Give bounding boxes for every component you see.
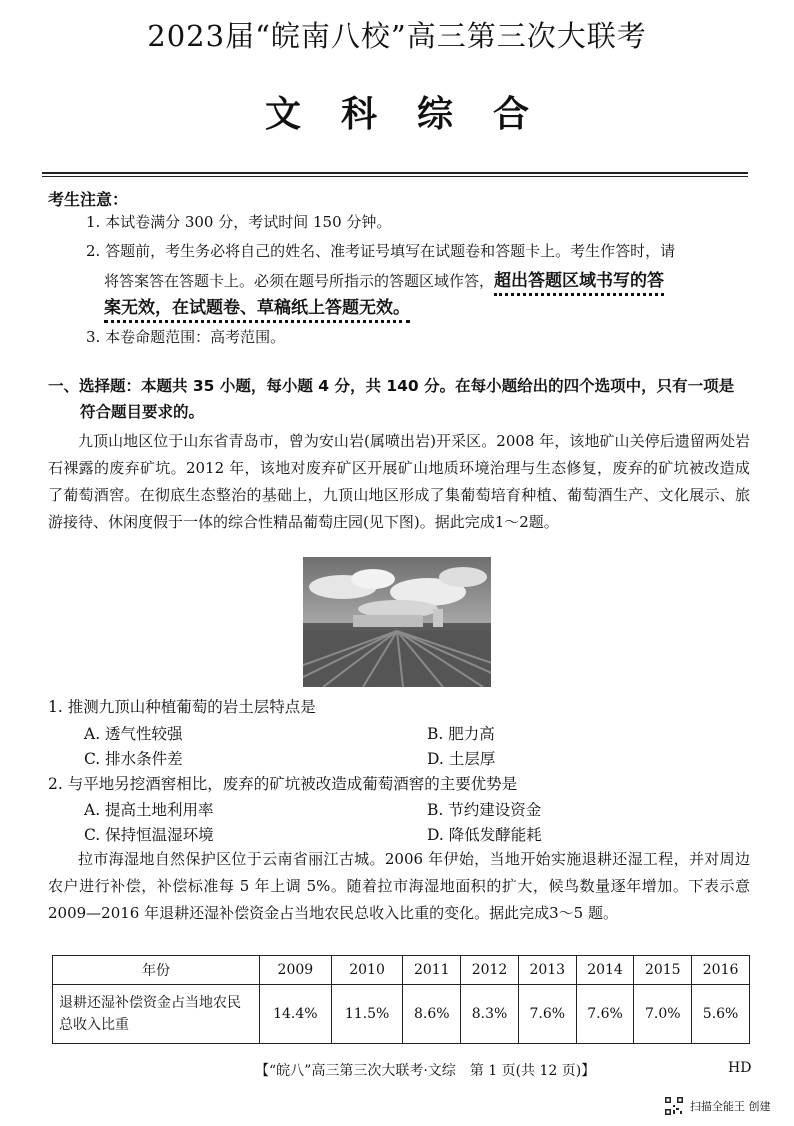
paper-code: HD — [728, 1060, 752, 1076]
scanner-watermark: 扫描全能王 创建 — [690, 1100, 771, 1113]
table-cell: 7.6% — [518, 985, 576, 1044]
table-row-label: 退耕还湿补偿资金占当地农民总收入比重 — [53, 985, 260, 1044]
table-year: 2016 — [692, 956, 750, 985]
section-heading: 一、选择题：本题共 35 小题，每小题 4 分，共 140 分。在每小题给出的四个选项中，只有一项是 — [48, 377, 735, 395]
table-header-row — [53, 956, 750, 985]
table-year: 2011 — [403, 956, 461, 985]
notice-emphasis: 超出答题区域书写的答 — [494, 271, 664, 296]
notice-item-2-cont — [104, 268, 664, 294]
table-cell: 7.6% — [576, 985, 634, 1044]
table-row — [53, 985, 750, 1044]
passage-2: 拉市海湿地自然保护区位于云南省丽江古城。2006 年伊始，当地开始实施退耕还湿工程，并对周边农户进行补偿，补偿标准每 5 年上调 5%。随着拉市海湿地面积的扩大，候鸟数量逐年增加。下表示意 2009—2016 年退耕还湿补偿资金占当地农民总收入比重的变化。据此完成3～5 题。 — [48, 850, 750, 922]
q1-option-b: B. 肥力高 — [427, 725, 495, 743]
vineyard-photo — [303, 557, 491, 687]
table-cell: 14.4% — [260, 985, 332, 1044]
passage-1: 九顶山地区位于山东省青岛市，曾为安山岩(属喷出岩)开采区。2008 年，该地矿山关停后遗留两处岩石裸露的废弃矿坑。2012 年，该地对废弃矿区开展矿山地质环境治理与生态修复，废弃的矿坑被改造成了葡萄酒窖。在彻底生态整治的基础上，九顶山地区形成了集葡萄培育种植、葡萄酒生产、文化展示、旅游接待、休闲度假于一体的综合性精品葡萄庄园(见下图)。据此完成1～2题。 — [48, 432, 750, 531]
q2-option-b: B. 节约建设资金 — [427, 801, 542, 819]
table-header-label: 年份 — [53, 956, 260, 985]
notice-item-1: 1. 本试卷满分 300 分，考试时间 150 分钟。 — [86, 213, 392, 231]
qr-code-icon — [664, 1096, 684, 1116]
notice-emphasis-2: 案无效，在试题卷、草稿纸上答题无效。 — [104, 298, 410, 323]
table-year: 2009 — [260, 956, 332, 985]
q1-option-d: D. 土层厚 — [427, 750, 496, 768]
notice-item-3: 3. 本卷命题范围：高考范围。 — [86, 328, 286, 346]
table-year: 2010 — [331, 956, 403, 985]
question-1: 1. 推测九顶山种植葡萄的岩土层特点是 — [48, 698, 316, 716]
notice-item-2-cont2 — [104, 295, 410, 321]
question-2: 2. 与平地另挖酒窖相比，废弃的矿坑被改造成葡萄酒窖的主要优势是 — [48, 775, 518, 793]
table-year: 2015 — [634, 956, 692, 985]
q1-option-a: A. 透气性较强 — [84, 725, 183, 743]
table-cell: 8.3% — [461, 985, 519, 1044]
exam-title: 2023届“皖南八校”高三第三次大联考 — [147, 19, 647, 53]
q2-option-a: A. 提高土地利用率 — [84, 801, 214, 819]
subject-title: 文科综合 — [264, 94, 569, 135]
header-divider-thin — [42, 176, 748, 177]
table-cell: 11.5% — [331, 985, 403, 1044]
q1-option-c: C. 排水条件差 — [84, 750, 183, 768]
table-year: 2014 — [576, 956, 634, 985]
compensation-table — [52, 955, 750, 1044]
table-year: 2013 — [518, 956, 576, 985]
header-divider — [42, 172, 748, 174]
section-heading-cont: 符合题目要求的。 — [80, 403, 205, 421]
page-footer: 【“皖八”高三第三次大联考·文综 第 1 页(共 12 页)】 — [255, 1063, 596, 1079]
q2-option-d: D. 降低发酵能耗 — [427, 826, 542, 844]
table-year: 2012 — [461, 956, 519, 985]
notice-item-2-plain: 将答案答在答题卡上。必须在题号所指示的答题区域作答， — [104, 272, 495, 290]
table-cell: 5.6% — [692, 985, 750, 1044]
table-cell: 7.0% — [634, 985, 692, 1044]
table-cell: 8.6% — [403, 985, 461, 1044]
notice-item-2: 2. 答题前，考生务必将自己的姓名、准考证号填写在试题卷和答题卡上。考生作答时，请 — [86, 242, 676, 260]
notice-heading: 考生注意： — [48, 190, 129, 209]
q2-option-c: C. 保持恒温湿环境 — [84, 826, 214, 844]
